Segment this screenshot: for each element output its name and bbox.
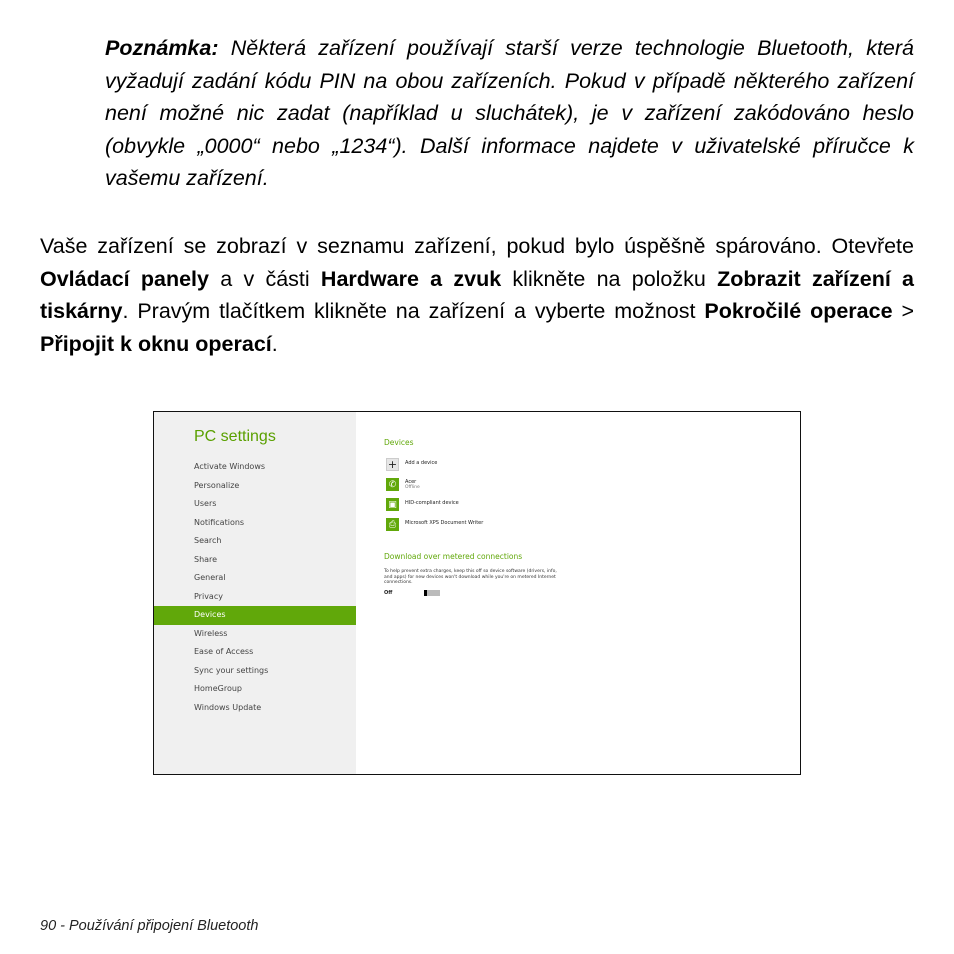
plus-icon: + <box>387 458 398 471</box>
sidebar-item-devices[interactable]: Devices <box>154 606 356 625</box>
sidebar-nav <box>154 458 356 717</box>
para-text-5: > <box>892 299 914 323</box>
sidebar-item-sync-your-settings[interactable]: Sync your settings <box>194 665 269 675</box>
phone-icon: ✆ <box>386 478 399 491</box>
note-label: Poznámka: <box>105 36 219 60</box>
metered-download-toggle[interactable] <box>424 590 440 596</box>
para-bold-control-panel: Ovládací panely <box>40 266 209 291</box>
sidebar-item-notifications[interactable]: Notifications <box>194 517 245 527</box>
sidebar-title: PC settings <box>194 428 276 445</box>
add-device-label: Add a device <box>405 460 438 466</box>
page-footer: 90 - Používání připojení Bluetooth <box>40 918 259 934</box>
para-text-3: klikněte na položku <box>501 266 718 291</box>
printer-icon: ⎙ <box>386 518 399 531</box>
para-bold-advanced: Pokročilé operace <box>704 299 893 323</box>
settings-sidebar <box>154 412 356 774</box>
sidebar-item-search[interactable]: Search <box>194 536 222 545</box>
para-bold-hardware: Hardware a zvuk <box>320 266 502 291</box>
para-text-6: . <box>271 331 278 356</box>
para-text-4: . Pravým tlačítkem klikněte na zařízení a vyberte možnost <box>122 299 705 323</box>
sidebar-item-wireless[interactable]: Wireless <box>194 628 228 638</box>
body-paragraph <box>40 230 914 360</box>
device-name: Microsoft XPS Document Writer <box>405 520 484 526</box>
devices-pane <box>382 412 800 774</box>
device-name: Acer <box>405 479 417 485</box>
sidebar-item-privacy[interactable]: Privacy <box>194 591 223 601</box>
sidebar-item-personalize[interactable]: Personalize <box>194 480 240 490</box>
sidebar-item-windows-update[interactable]: Windows Update <box>194 702 262 712</box>
sidebar-item-users[interactable]: Users <box>194 499 217 508</box>
download-description: To help prevent extra charges, keep this off so device software (drivers, info, and apps) for new devices won't download while you're on metered Internet connections. <box>384 569 557 585</box>
note-text: Některá zařízení používají starší verze technologie Bluetooth, která vyžadují zadání kódu PIN na obou zařízeních. Pokud v případě některého zařízení není možné nic zadat (například u sluchátek), je v zařízení zakódováno heslo (obvykle „0000“ nebo „1234“). Další informace najdete v uživatelské příručce k vašemu zařízení. <box>105 36 914 190</box>
para-bold-connect: Připojit k oknu operací <box>40 331 272 356</box>
para-text-2: a v části <box>209 266 321 291</box>
note-paragraph <box>105 32 914 195</box>
devices-heading: Devices <box>384 438 414 447</box>
para-bold-devices-printers: Zobrazit zařízení a tiskárny <box>40 266 915 323</box>
sidebar-item-ease-of-access[interactable]: Ease of Access <box>194 647 254 656</box>
sidebar-item-general[interactable]: General <box>194 573 226 582</box>
pc-settings-screenshot <box>153 411 801 775</box>
download-heading: Download over metered connections <box>384 552 523 561</box>
para-text-1: Vaše zařízení se zobrazí v seznamu zařízení, pokud bylo úspěšně spárováno. Otevřete <box>40 234 914 258</box>
toggle-state-label: Off <box>384 590 393 596</box>
device-name: HID-compliant device <box>405 500 459 506</box>
sidebar-item-homegroup[interactable]: HomeGroup <box>194 684 242 693</box>
toggle-thumb[interactable] <box>424 590 427 596</box>
sidebar-item-share[interactable]: Share <box>194 554 218 564</box>
sidebar-item-activate-windows[interactable]: Activate Windows <box>194 462 266 471</box>
device-icon: ▣ <box>386 498 399 511</box>
device-status: Offline <box>405 485 420 490</box>
